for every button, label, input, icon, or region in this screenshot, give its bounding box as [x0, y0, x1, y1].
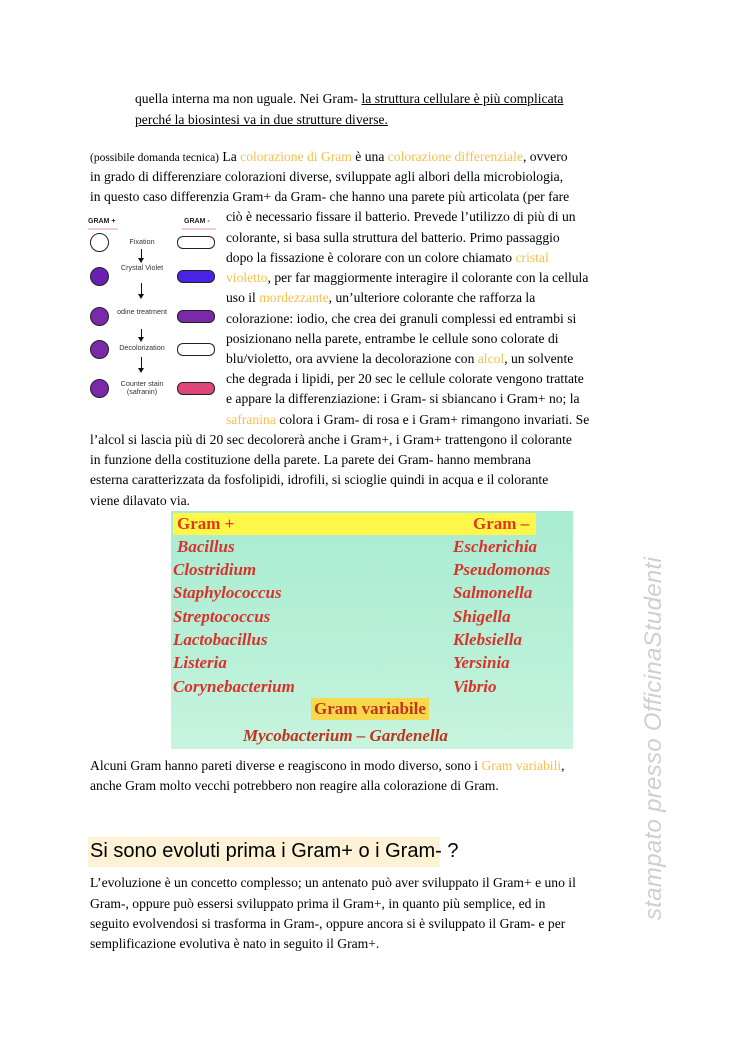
highlight-term: colorazione di Gram: [240, 149, 352, 164]
gram-variable-item: Mycobacterium – Gardenella: [243, 726, 448, 745]
down-arrow-icon: [141, 283, 142, 295]
para1-wrap-10: e appare la differenziazione: i Gram- si sbiancano i Gram+ no; la: [226, 391, 580, 406]
gram-pos-cell-decolorization: [90, 340, 109, 359]
step-counterstain: Counter stain (safranin): [120, 379, 164, 396]
gram-pos-cell-iodine: [90, 307, 109, 326]
gram-pos-cell-fixation: [90, 233, 109, 252]
step-decolorization: Decolorization: [119, 343, 165, 352]
gram-variable-head: Gram variabile: [311, 698, 429, 720]
gram-neg-item: Pseudomonas: [453, 560, 551, 579]
para3-line-1: L’evoluzione è un concetto complesso; un antenato può aver sviluppato il Gram+ e uno il: [90, 875, 576, 890]
watermark: stampato presso OfficinaStudenti: [640, 556, 667, 920]
highlight-term: colorazione differenziale: [387, 149, 523, 164]
para1-wrap-2: colorante, si basa sulla struttura del batterio. Primo passaggio: [226, 230, 560, 245]
highlight-term: mordezzante: [259, 290, 329, 305]
step-crystal-violet: Crystal Violet: [120, 263, 164, 272]
para2-line-2: anche Gram molto vecchi potrebbero non reagire alla colorazione di Gram.: [90, 778, 499, 793]
gram-pos-item: Lactobacillus: [173, 630, 268, 649]
gram-neg-item: Klebsiella: [453, 630, 522, 649]
para3-line-3: seguito evolvendosi si trasforma in Gram-, oppure ancora si è sviluppato il Gram- e per: [90, 916, 566, 931]
gram-neg-cell-iodine: [177, 310, 215, 323]
gram-pos-item: Bacillus: [177, 537, 235, 556]
para1-wrap-3: dopo la fissazione è colorare con un colore chiamato cristal: [226, 250, 549, 265]
para2-line-1: Alcuni Gram hanno pareti diverse e reagiscono in modo diverso, sono i Gram variabili,: [90, 758, 565, 773]
gram-neg-item: Vibrio: [453, 677, 497, 696]
gram-pos-item: Streptococcus: [173, 607, 271, 626]
para1-wrap-6: colorazione: iodio, che crea dei granuli complessi ed entrambi si: [226, 311, 577, 326]
para1-line-2: in grado di differenziare colorazioni diverse, sviluppate agli albori della microbiologia,: [90, 169, 564, 184]
para1-wrap-8: blu/violetto, ora avviene la decolorazione con alcol, un solvente: [226, 351, 574, 366]
gram-neg-cell-fixation: [177, 236, 215, 249]
gram-pos-cell-counterstain: [90, 379, 109, 398]
section-heading: Si sono evoluti prima i Gram+ o i Gram- ?: [90, 840, 459, 862]
down-arrow-icon: [141, 249, 142, 259]
para1-wrap-7: posizionano nella parete, entrambe le cellule sono colorate di: [226, 331, 559, 346]
highlight-term: alcol: [477, 351, 505, 366]
para1-wrap-9: che degrada i lipidi, per 20 sec le cellule colorate vengono trattate: [226, 371, 584, 386]
highlight-term: cristal: [515, 250, 549, 265]
gram-neg-item: Shigella: [453, 607, 511, 626]
para1-wrap-4: violetto, per far maggiormente interagire il colorante con la cellula: [226, 270, 589, 285]
intro-line-1: [135, 89, 563, 109]
gram-stain-figure: [86, 216, 220, 408]
table-head-gram-neg: Gram –: [473, 514, 530, 533]
gram-pos-item: Staphylococcus: [173, 583, 282, 602]
header-rule: [88, 228, 118, 230]
gram-pos-cell-crystal-violet: [90, 267, 109, 286]
highlight-term: violetto: [226, 270, 268, 285]
para3-line-4: semplificazione evolutiva è nato in seguito il Gram+.: [90, 936, 380, 951]
para1-wrap-5: uso il mordezzante, un’ulteriore colorante che rafforza la: [226, 290, 536, 305]
gram-neg-cell-decolorization: [177, 343, 215, 356]
gram-neg-item: Yersinia: [453, 653, 510, 672]
gram-pos-label: GRAM +: [88, 218, 116, 225]
para1-line-6: esterna caratterizzata da fosfolipidi, idrofili, si scioglie quindi in acqua e il colorante: [90, 472, 549, 487]
para1-line-3: in questo caso differenzia Gram+ da Gram- che hanno una parete più articolata (per fare: [90, 189, 570, 204]
gram-pos-item: Corynebacterium: [173, 677, 295, 696]
intro-line-2: perché la biosintesi va in due strutture diverse.: [135, 112, 388, 127]
para1-line-1: (possibile domanda tecnica) La colorazione di Gram è una colorazione differenziale, ovvero: [90, 149, 568, 164]
para1-line-4: l’alcol si lascia più di 20 sec decolorerà anche i Gram+, i Gram+ trattengono il colorante: [90, 432, 572, 447]
gram-classification-table: [171, 511, 573, 749]
gram-pos-item: Listeria: [173, 653, 227, 672]
intro-text: quella interna ma non uguale. Nei Gram-: [135, 91, 362, 106]
gram-pos-item: Clostridium: [173, 560, 257, 579]
step-fixation: Fixation: [129, 237, 155, 246]
para1-line-5: in funzione della costituzione della parete. La parete dei Gram- hanno membrana: [90, 452, 531, 467]
highlight-term: Gram variabili: [481, 758, 562, 773]
tech-note: (possibile domanda tecnica): [90, 152, 220, 164]
gram-neg-cell-counterstain: [177, 382, 215, 395]
intro-underlined: la struttura cellulare è più complicata: [361, 91, 564, 106]
header-rule: [182, 228, 216, 230]
down-arrow-icon: [141, 329, 142, 338]
para1-line-7: viene dilavato via.: [90, 493, 191, 508]
highlight-term: safranina: [226, 412, 276, 427]
gram-neg-item: Salmonella: [453, 583, 533, 602]
gram-neg-item: Escherichia: [453, 537, 538, 556]
step-iodine: odine treatment: [117, 307, 167, 316]
para3-line-2: Gram-, oppure può essersi sviluppato prima il Gram+, in quanto più semplice, ed in: [90, 896, 546, 911]
gram-neg-cell-crystal-violet: [177, 270, 215, 283]
table-head-gram-pos: Gram +: [177, 514, 235, 533]
down-arrow-icon: [141, 357, 142, 369]
gram-neg-label: GRAM -: [184, 218, 210, 225]
para1-wrap-1: ciò è necessario fissare il batterio. Prevede l’utilizzo di più di un: [226, 209, 576, 224]
para1-wrap-11: safranina colora i Gram- di rosa e i Gram+ rimangono invariati. Se: [226, 412, 590, 427]
